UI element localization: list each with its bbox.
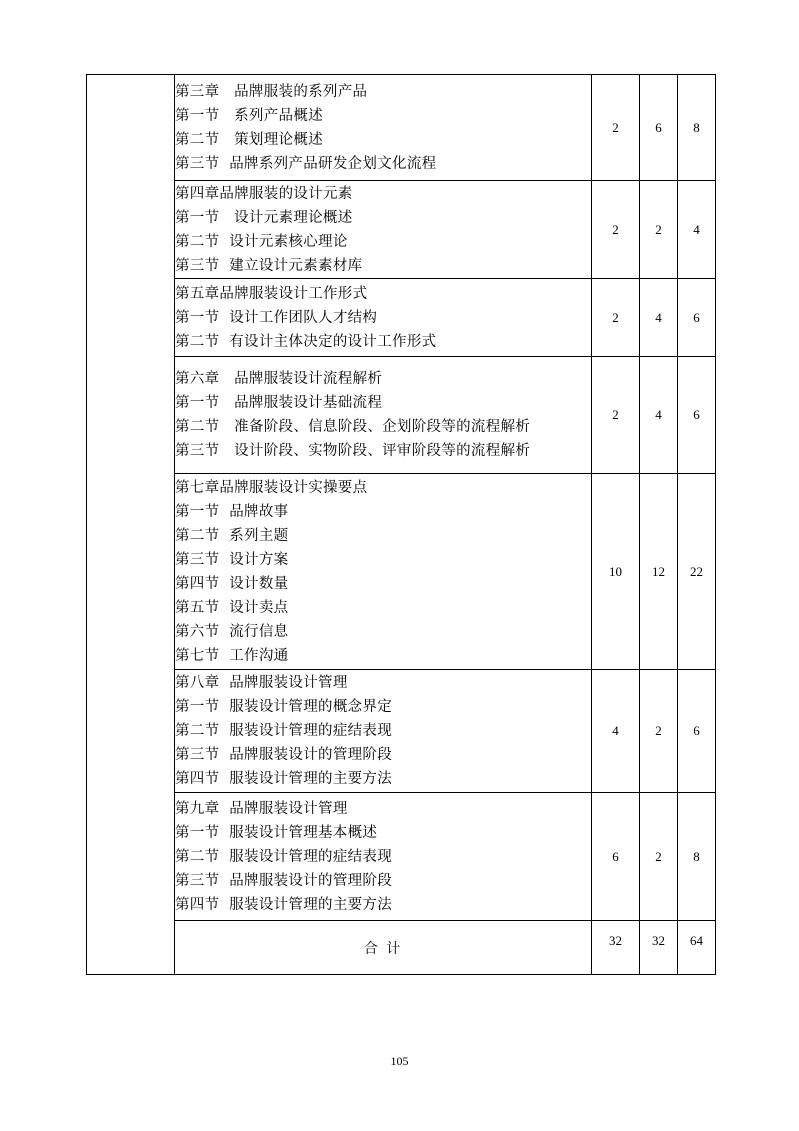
lecture-hours: 2 [592, 357, 640, 474]
chapter-content-cell [175, 474, 592, 670]
section-line: 第一节 品牌服装设计基础流程 [175, 395, 383, 411]
practice-hours: 2 [640, 670, 678, 793]
section-line: 第一节 服装设计管理基本概述 [175, 824, 378, 841]
table-row [87, 474, 716, 670]
section-line: 第二节 准备阶段、信息阶段、企划阶段等的流程解析 [175, 419, 531, 435]
chapter-content-cell [175, 793, 592, 921]
section-line: 第二节 系列主题 [175, 527, 289, 544]
section-line: 第六节 流行信息 [175, 623, 289, 640]
lecture-hours: 4 [592, 670, 640, 793]
total-hours: 8 [678, 793, 716, 921]
table-row [87, 181, 716, 279]
summary-row [87, 921, 716, 975]
section-line: 第四节 设计数量 [175, 575, 289, 592]
chapter-content-cell [175, 670, 592, 793]
total-hours: 6 [678, 279, 716, 357]
chapter-title: 第八章 品牌服装设计管理 [175, 675, 348, 691]
practice-hours-total: 32 [640, 921, 678, 975]
course-schedule-table [86, 74, 716, 975]
section-line: 第二节 服装设计管理的症结表现 [175, 848, 393, 865]
total-hours: 4 [678, 181, 716, 279]
chapter-title: 第四章品牌服装的设计元素 [175, 185, 353, 202]
section-line: 第三节 建立设计元素素材库 [175, 257, 363, 274]
section-line: 第三节 品牌服装设计的管理阶段 [175, 872, 393, 889]
chapter-title: 第五章品牌服装设计工作形式 [175, 285, 368, 302]
chapter-title: 第九章 品牌服装设计管理 [175, 800, 348, 817]
practice-hours: 6 [640, 75, 678, 181]
section-line: 第七节 工作沟通 [175, 647, 289, 664]
table-row [87, 279, 716, 357]
section-line: 第二节 策划理论概述 [175, 131, 323, 148]
section-line: 第三节 设计阶段、实物阶段、评审阶段等的流程解析 [175, 443, 531, 459]
practice-hours: 2 [640, 181, 678, 279]
chapter-title: 第六章 品牌服装设计流程解析 [175, 371, 383, 387]
practice-hours: 4 [640, 279, 678, 357]
table-row [87, 793, 716, 921]
chapter-title: 第七章品牌服装设计实操要点 [175, 479, 368, 496]
lecture-hours: 2 [592, 181, 640, 279]
total-hours: 6 [678, 670, 716, 793]
section-line: 第三节 品牌系列产品研发企划文化流程 [175, 155, 437, 172]
section-line: 第二节 有设计主体决定的设计工作形式 [175, 333, 437, 350]
section-line: 第三节 设计方案 [175, 551, 289, 568]
section-line: 第四节 服装设计管理的主要方法 [175, 771, 393, 787]
lecture-hours-total: 32 [592, 921, 640, 975]
practice-hours: 4 [640, 357, 678, 474]
lecture-hours: 10 [592, 474, 640, 670]
practice-hours: 2 [640, 793, 678, 921]
section-line: 第一节 设计工作团队人才结构 [175, 309, 378, 326]
lecture-hours: 2 [592, 75, 640, 181]
table-row [87, 357, 716, 474]
total-hours-total: 64 [678, 921, 716, 975]
table-row [87, 75, 716, 181]
section-line: 第一节 服装设计管理的概念界定 [175, 699, 393, 715]
chapter-content-cell [175, 279, 592, 357]
section-line: 第二节 服装设计管理的症结表现 [175, 723, 393, 739]
total-hours: 6 [678, 357, 716, 474]
chapter-title: 第三章 品牌服装的系列产品 [175, 83, 368, 100]
section-line: 第三节 品牌服装设计的管理阶段 [175, 747, 393, 763]
page-number: 105 [390, 1054, 409, 1068]
lecture-hours: 2 [592, 279, 640, 357]
chapter-content-cell [175, 357, 592, 474]
section-line: 第二节 设计元素核心理论 [175, 233, 348, 250]
section-line: 第一节 设计元素理论概述 [175, 209, 353, 226]
practice-hours: 12 [640, 474, 678, 670]
chapter-content-cell [175, 75, 592, 181]
total-hours: 22 [678, 474, 716, 670]
summary-label: 合 计 [175, 921, 592, 975]
total-hours: 8 [678, 75, 716, 181]
section-line: 第一节 品牌故事 [175, 503, 289, 520]
section-line: 第五节 设计卖点 [175, 599, 289, 616]
lecture-hours: 6 [592, 793, 640, 921]
empty-left-column-cell [87, 75, 175, 975]
section-line: 第四节 服装设计管理的主要方法 [175, 896, 393, 913]
section-line: 第一节 系列产品概述 [175, 107, 323, 124]
table-row [87, 670, 716, 793]
chapter-content-cell [175, 181, 592, 279]
